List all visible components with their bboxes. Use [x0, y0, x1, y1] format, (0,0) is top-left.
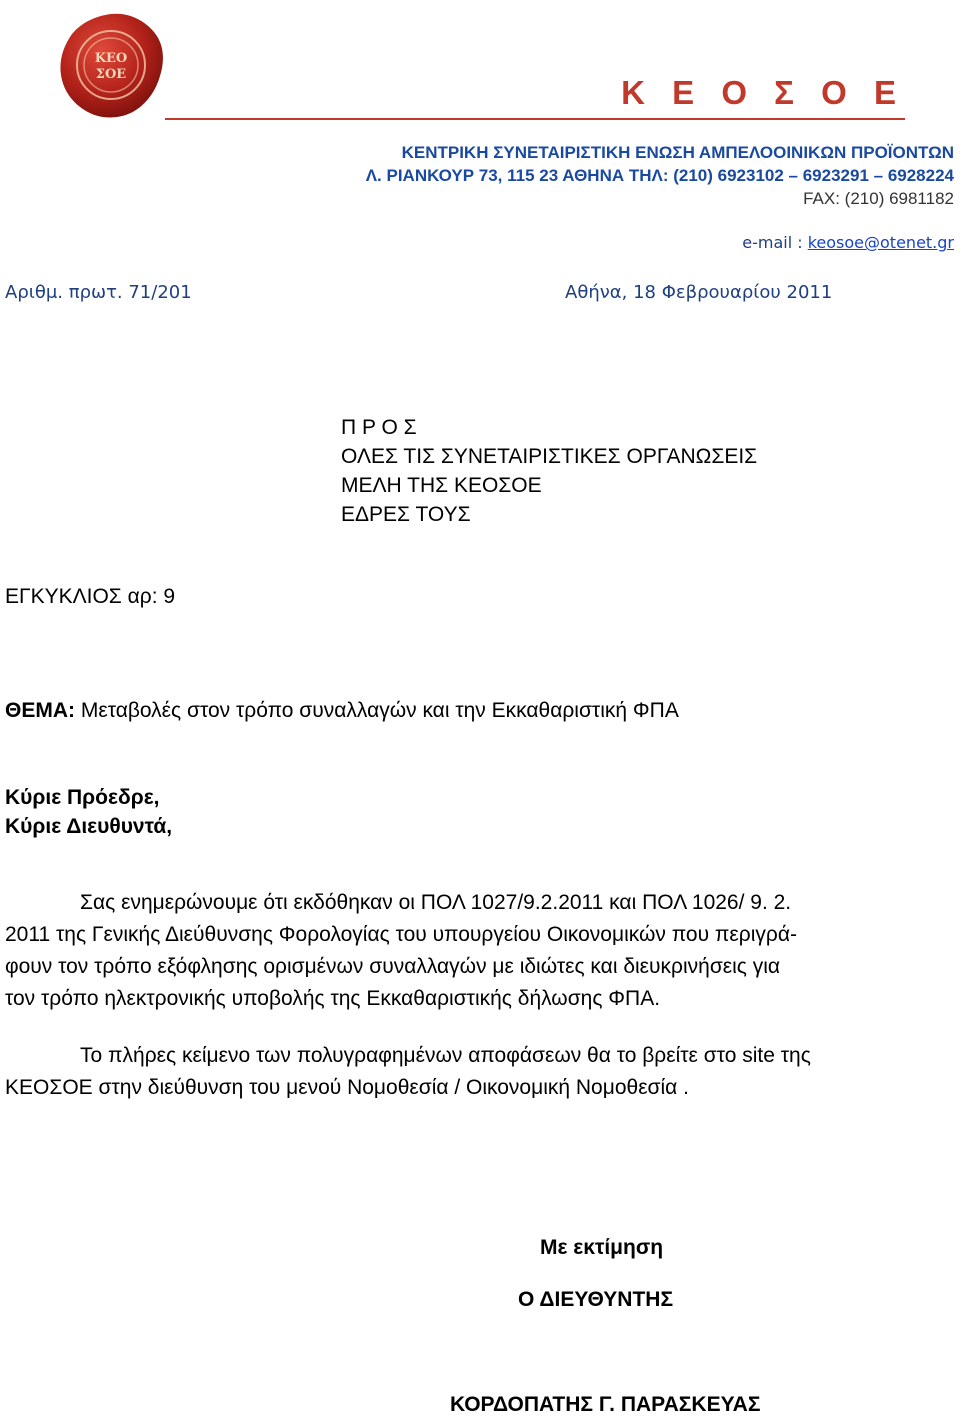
circular-number: ΕΓΚΥΚΛΙΟΣ αρ: 9 [5, 585, 176, 608]
recipient-line: Π Ρ Ο Σ [341, 416, 417, 439]
org-short-name: Κ Ε Ο Σ Ο Ε [621, 74, 905, 111]
wax-seal-logo [56, 10, 166, 122]
body-paragraph-1 [5, 887, 955, 1015]
recipient-block [341, 413, 757, 529]
protocol-number: Αριθμ. πρωτ. 71/201 [5, 282, 192, 303]
svg-text:ΚΕΟ: ΚΕΟ [94, 51, 128, 66]
subject-text: Μεταβολές στον τρόπο συναλλαγών και την Εκκαθαριστική ΦΠΑ [75, 699, 679, 722]
salutation-line: Κύριε Διευθυντά, [5, 815, 173, 838]
letter-date: Αθήνα, 18 Φεβρουαρίου 2011 [565, 282, 833, 303]
header-divider [165, 118, 905, 120]
body-paragraph-2 [5, 1040, 955, 1104]
subject-line [5, 699, 679, 723]
email-link[interactable]: keosoe@otenet.gr [807, 233, 954, 252]
salutation-line: Κύριε Πρόεδρε, [5, 786, 160, 809]
signatory-title: Ο ΔΙΕΥΘΥΝΤΗΣ [518, 1288, 674, 1311]
body-line: 2011 της Γενικής Διεύθυνσης Φορολογίας του υπουργείου Οικονομικών που περιγρά- [5, 923, 797, 946]
body-line: ΚΕΟΣΟΕ στην διεύθυνση του μενού Νομοθεσία / Οικονομική Νομοθεσία . [5, 1076, 689, 1099]
salutation [5, 783, 172, 841]
recipient-line: ΕΔΡΕΣ ΤΟΥΣ [341, 503, 471, 526]
recipient-line: ΟΛΕΣ ΤΙΣ ΣΥΝΕΤΑΙΡΙΣΤΙΚΕΣ ΟΡΓΑΝΩΣΕΙΣ [341, 445, 758, 468]
subject-label: ΘΕΜΑ: [5, 699, 75, 722]
body-line: Το πλήρες κείμενο των πολυγραφημένων αποφάσεων θα το βρείτε στο site της [80, 1044, 811, 1067]
body-line: Σας ενημερώνουμε ότι εκδόθηκαν οι ΠΟΛ 1027/9.2.2011 και ΠΟΛ 1026/ 9. 2. [80, 891, 792, 914]
signatory-name: ΚΟΡΔΟΠΑΤΗΣ Γ. ΠΑΡΑΣΚΕΥΑΣ [450, 1393, 761, 1416]
closing-greeting: Με εκτίμηση [540, 1236, 664, 1259]
org-fax: FAX: (210) 6981182 [803, 189, 954, 208]
body-line: φουν τον τρόπο εξόφλησης ορισμένων συναλλαγών με ιδιώτες και διευκρινήσεις για [5, 955, 781, 978]
org-address: Λ. ΡΙΑΝΚΟΥΡ 73, 115 23 ΑΘΗΝΑ ΤΗΛ: (210) 6923102 – 6923291 – 6928224 [365, 166, 954, 185]
recipient-line: ΜΕΛΗ ΤΗΣ ΚΕΟΣΟΕ [341, 474, 542, 497]
email-label: e-mail : [742, 233, 808, 252]
body-line: τον τρόπο ηλεκτρονικής υποβολής της Εκκαθαριστικής δήλωσης ΦΠΑ. [5, 987, 661, 1010]
email-row [742, 233, 954, 252]
svg-text:ΣΟΕ: ΣΟΕ [95, 67, 127, 82]
org-full-name: ΚΕΝΤΡΙΚΗ ΣΥΝΕΤΑΙΡΙΣΤΙΚΗ ΕΝΩΣΗ ΑΜΠΕΛΟΟΙΝΙΚΩΝ ΠΡΟΪΟΝΤΩΝ [401, 143, 954, 162]
